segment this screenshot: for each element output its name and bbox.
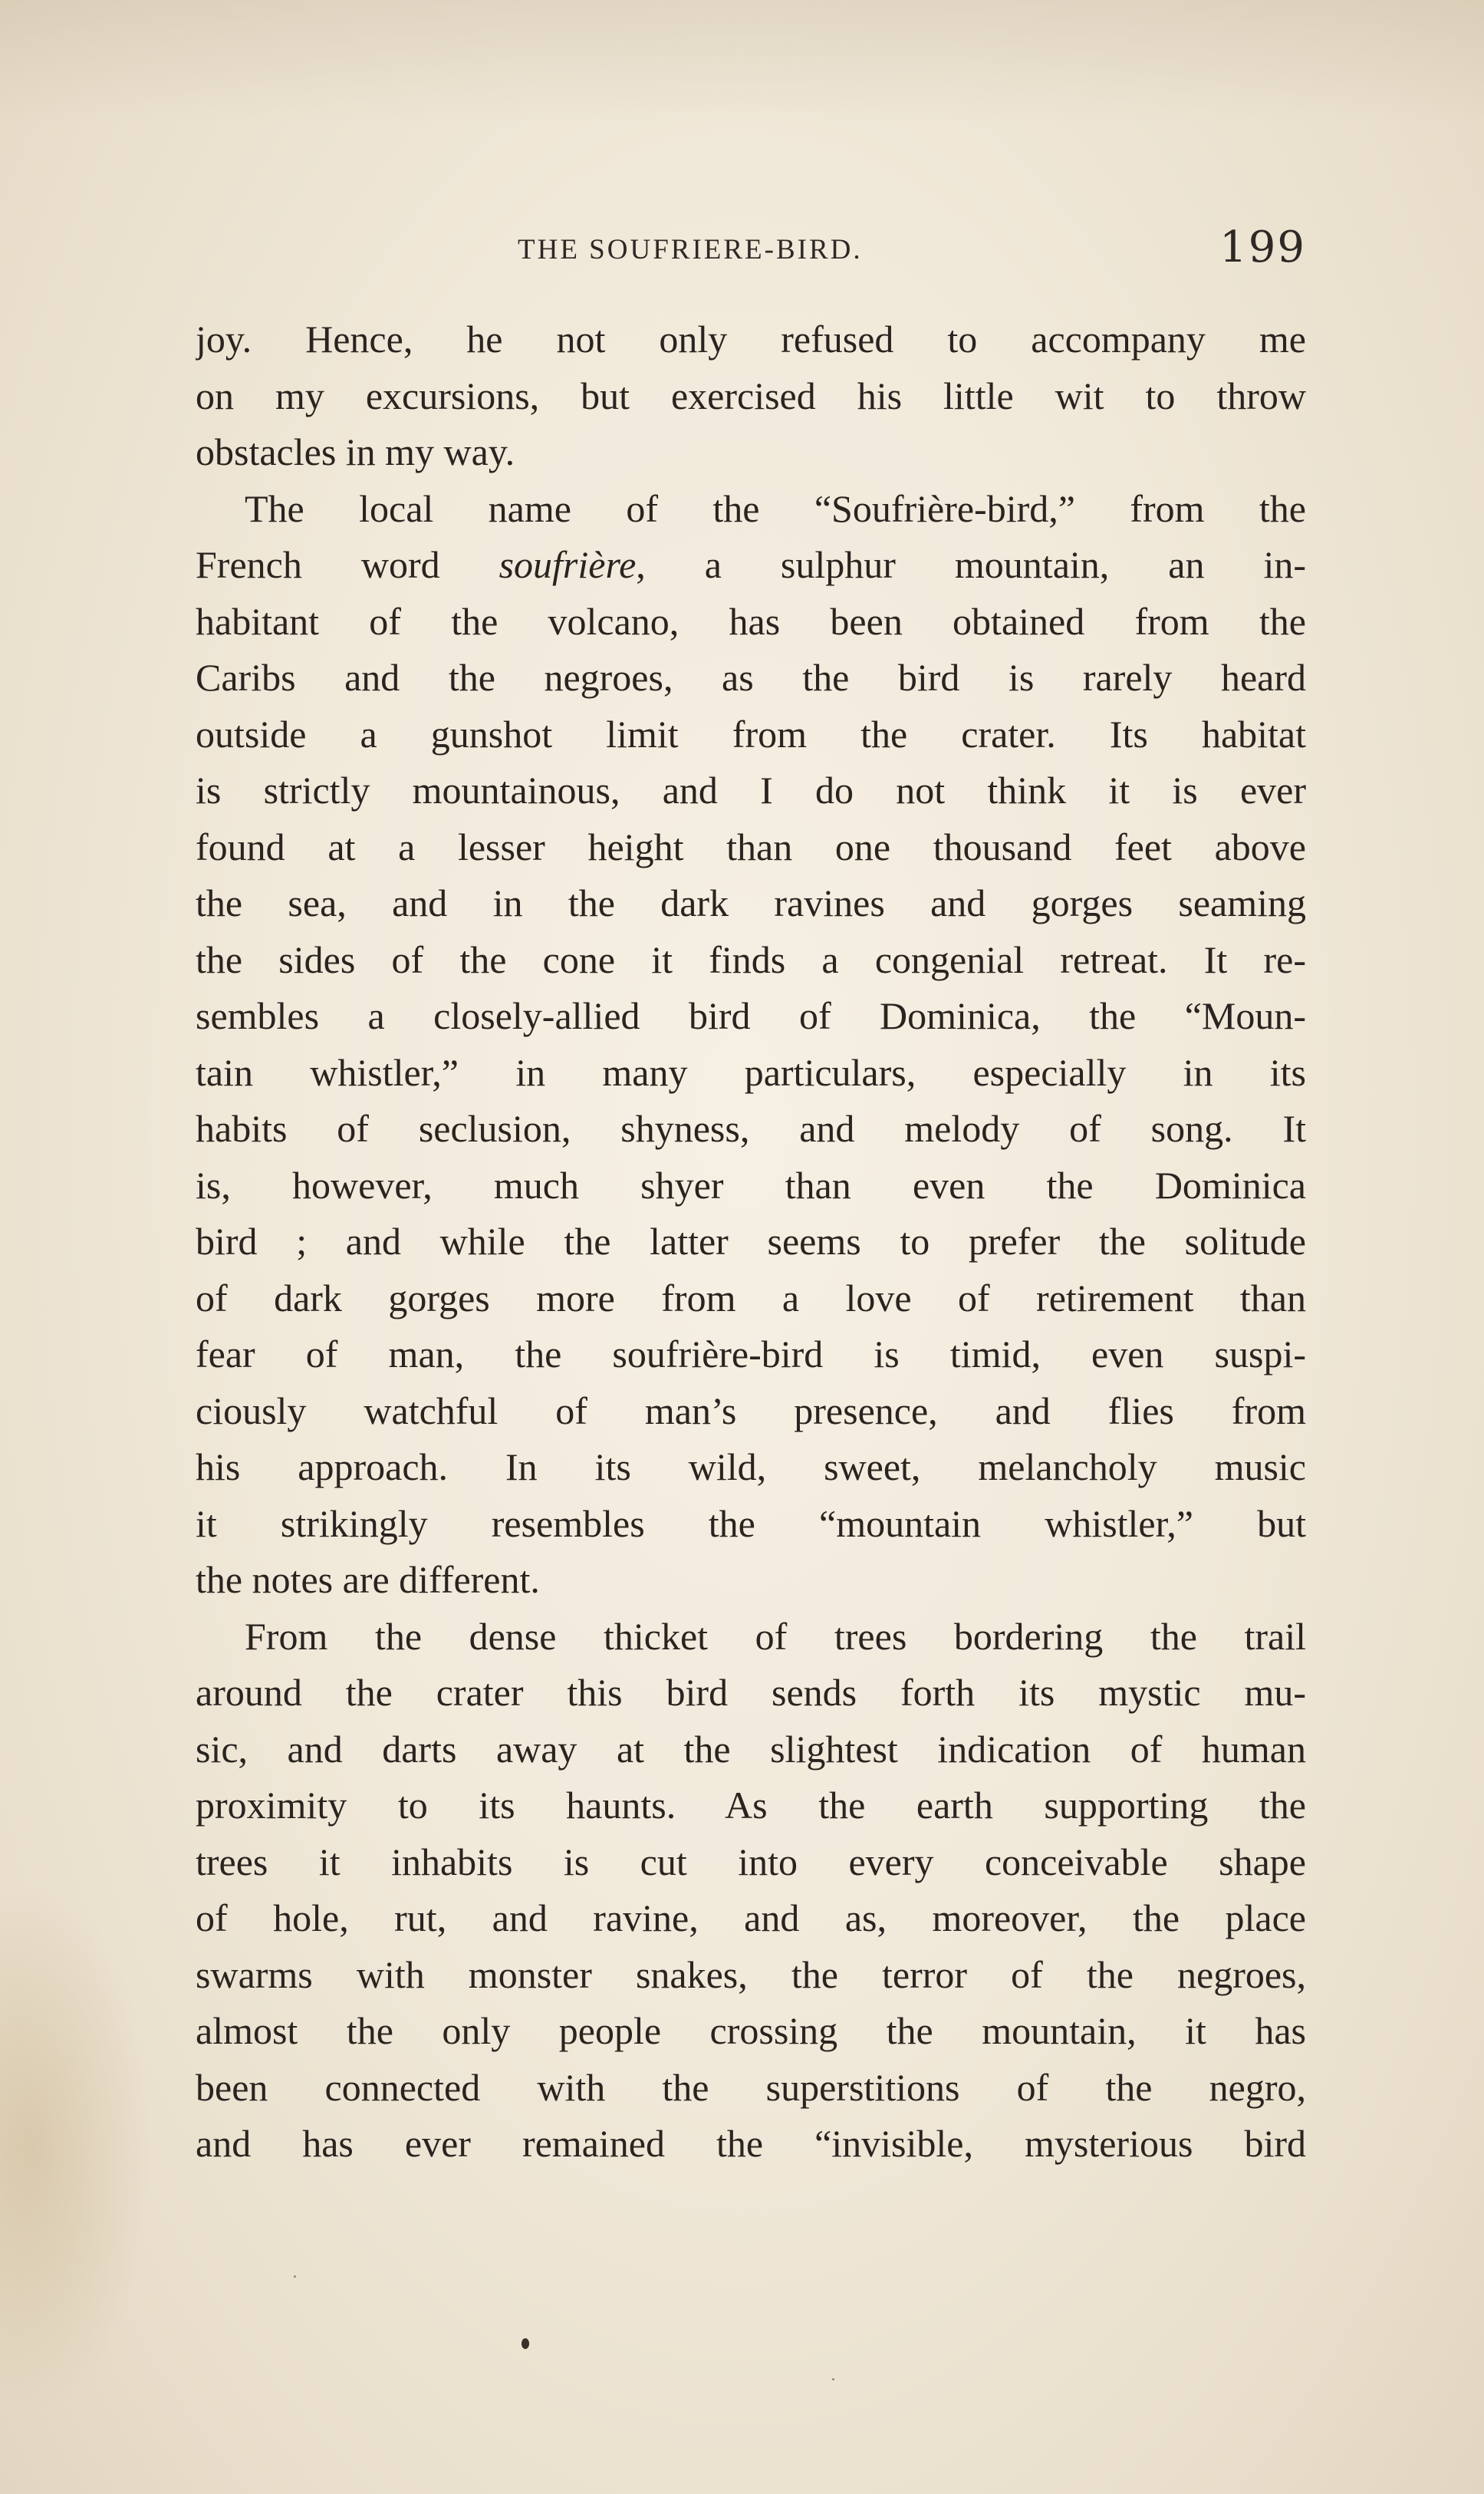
- text-line: fear of man, the soufrière-bird is timid, even suspi-: [196, 1333, 1306, 1375]
- text-line: swarms with monster snakes, the terror of the negroes,: [196, 1952, 1306, 1996]
- text-line: is, however, much shyer than even the Dominica: [196, 1163, 1306, 1207]
- text-line: Caribs and the negroes, as the bird is rarely heard: [196, 656, 1306, 699]
- page-header: [196, 222, 1306, 281]
- paper-stain-left: [0, 1880, 153, 2417]
- text-line: ciously watchful of man’s presence, and flies from: [196, 1389, 1306, 1432]
- text-line: found at a lesser height than one thousand feet above: [196, 825, 1306, 868]
- text-line: outside a gunshot limit from the crater. Its habitat: [196, 712, 1306, 756]
- text-line: on my excursions, but exercised his little wit to throw: [196, 374, 1306, 417]
- text-line: is strictly mountainous, and I do not think it is ever: [196, 769, 1306, 812]
- text-line: trees it inhabits is cut into every conceivable shape: [196, 1840, 1306, 1883]
- text-line: been connected with the superstitions of the negro,: [196, 2065, 1306, 2109]
- text-line: habitant of the volcano, has been obtained from the: [196, 599, 1306, 643]
- paragraph-first-line: From the dense thicket of trees bordering the trail: [245, 1614, 1306, 1658]
- text-line: [196, 537, 1306, 594]
- text-line: joy. Hence, he not only refused to accompany me: [196, 318, 1306, 361]
- text-line: the sides of the cone it finds a congenial retreat. It re-: [196, 937, 1306, 981]
- body-text: [196, 311, 1306, 2173]
- text-segment: French word: [196, 543, 499, 586]
- text-line: habits of seclusion, shyness, and melody of song. It: [196, 1107, 1306, 1150]
- ink-speck: [522, 2338, 529, 2349]
- text-line: sic, and darts away at the slightest indication of human: [196, 1727, 1306, 1771]
- text-line: proximity to its haunts. As the earth supporting the: [196, 1784, 1306, 1827]
- paragraph-first-line: The local name of the “Soufrière-bird,” from the: [245, 486, 1306, 530]
- paper-discoloration-top: [0, 0, 1484, 123]
- ink-speck: [294, 2275, 296, 2278]
- text-segment: , a sulphur mountain, an in-: [636, 543, 1306, 586]
- text-line: and has ever remained the “invisible, mysterious bird: [196, 2122, 1306, 2165]
- text-line: the sea, and in the dark ravines and gorges seaming: [196, 881, 1306, 924]
- italic-term: soufrière: [499, 543, 637, 586]
- text-line: of dark gorges more from a love of retirement than: [196, 1276, 1306, 1319]
- text-line: his approach. In its wild, sweet, melancholy music: [196, 1445, 1306, 1488]
- page-number: 199: [1219, 222, 1306, 272]
- text-line: around the crater this bird sends forth its mystic mu-: [196, 1671, 1306, 1714]
- text-line: it strikingly resembles the “mountain whistler,” but: [196, 1501, 1306, 1545]
- text-line: almost the only people crossing the mountain, it has: [196, 2009, 1306, 2052]
- ink-speck: [832, 2378, 834, 2380]
- text-line: the notes are different.: [196, 1558, 540, 1601]
- text-line: bird ; and while the latter seems to prefer the solitude: [196, 1220, 1306, 1263]
- text-line: obstacles in my way.: [196, 430, 515, 473]
- text-line: of hole, rut, and ravine, and as, moreover, the place: [196, 1896, 1306, 1939]
- running-head: THE SOUFRIERE-BIRD.: [518, 234, 863, 265]
- text-line: tain whistler,” in many particulars, especially in its: [196, 1050, 1306, 1094]
- text-line: sembles a closely-allied bird of Dominica, the “Moun-: [196, 994, 1306, 1037]
